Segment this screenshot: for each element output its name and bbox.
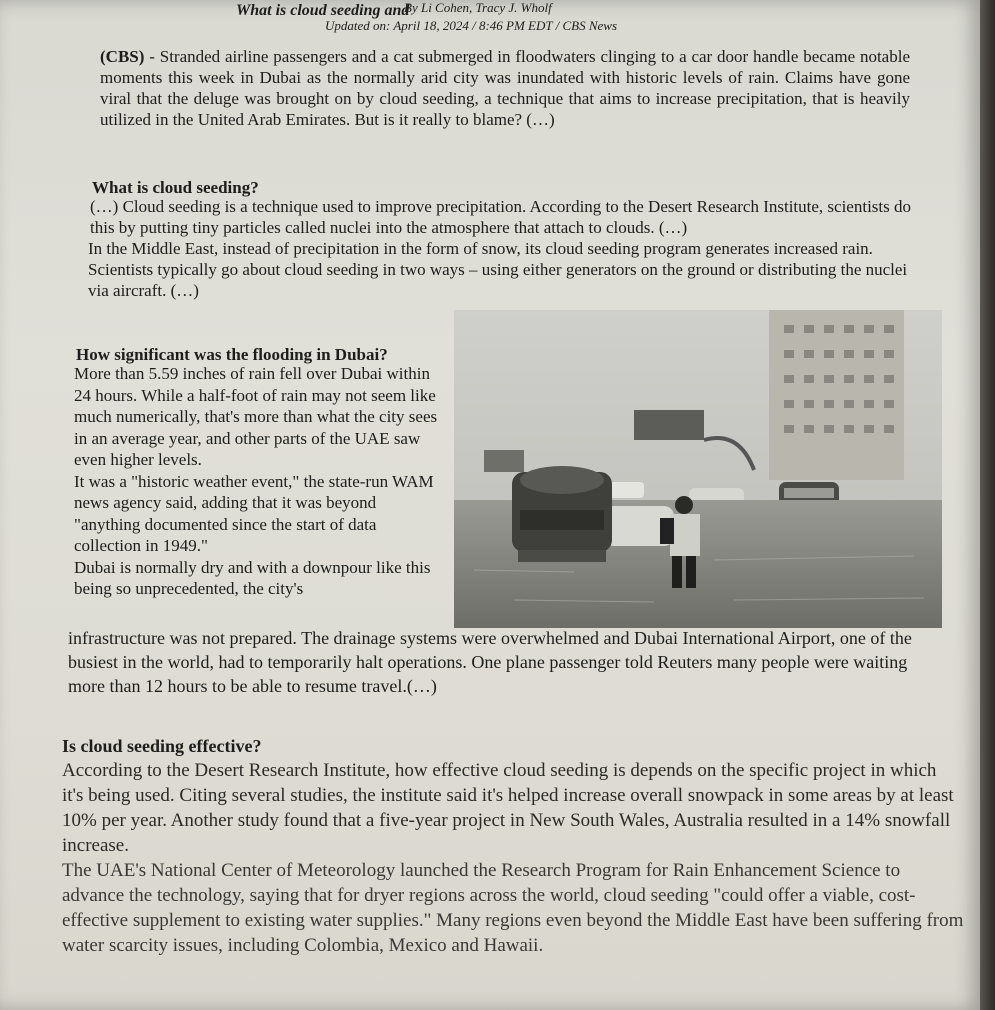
section1-paragraph-2: In the Middle East, instead of precipitation in the form of snow, its cloud seeding program generates increased rain. Scientists typically go about cloud seeding in two ways – using either generators on the ground or distributing the nuclei via aircraft. (…): [88, 239, 908, 300]
flood-photo-illustration: [454, 310, 942, 628]
tower-building: [769, 310, 904, 480]
effective-paragraph-1: According to the Desert Research Institute, how effective cloud seeding is depends on the specific project in which it's being used. Citing several studies, the institute said it's helped increase overall snowpack in some areas by at least 10% per year. Another study found that a five-year project in New South Wales, Australia resulted in a 14% snowfall increase.: [62, 760, 954, 856]
article-title: What is cloud seeding and: [236, 2, 410, 19]
section-heading-flooding: How significant was the flooding in Dubai?: [76, 345, 388, 364]
tanker-truck: [512, 466, 612, 562]
section-heading-what-is: What is cloud seeding?: [92, 178, 259, 197]
lead-text: - Stranded airline passengers and a cat submerged in floodwaters clinging to a car door handle became notable moments this week in Dubai as the normally arid city was inundated with historic levels of rain. Claims have gone viral that the deluge was brought on by cloud seeding, a technique that aims to increase precipitation, that is heavily utilized in the United Arab Emirates. But is it really to blame? (…): [100, 47, 910, 129]
section-heading-effective: Is cloud seeding effective?: [62, 736, 262, 756]
flooding-column: [74, 363, 444, 600]
flooding-paragraph-3a: Dubai is normally dry and with a downpour like this being so unprecedented, the city's: [74, 557, 431, 598]
lead-tag: (CBS): [100, 47, 145, 66]
flooding-paragraph-1: More than 5.59 inches of rain fell over Dubai within 24 hours. While a half-foot of rain may not seem like much numerically, that's more than what the city sees in an average year, and other parts of the UAE saw even higher levels.: [74, 364, 438, 469]
flooding-paragraph-2: It was a "historic weather event," the state-run WAM news agency said, adding that it was beyond "anything documented since the start of data collection in 1949.": [74, 471, 434, 555]
page-edge-shadow: [980, 0, 995, 1010]
road-sign: [634, 410, 704, 440]
article-byline: By Li Cohen, Tracy J. Wholf: [404, 0, 552, 15]
lead-paragraph: [100, 46, 910, 130]
section1-paragraph-1: (…) Cloud seeding is a technique used to improve precipitation. According to the Desert Research Institute, scientists do this by putting tiny particles called nuclei into the atmosphere that attach to clouds. (…): [90, 197, 911, 237]
flood-photo: [454, 310, 942, 628]
article-updated: Updated on: April 18, 2024 / 8:46 PM EDT / CBS News: [325, 18, 618, 33]
flooding-paragraph-3b: infrastructure was not prepared. The drainage systems were overwhelmed and Dubai International Airport, one of the busiest in the world, had to temporarily halt operations. One plane passenger told Reuters many people were waiting more than 12 hours to be able to resume travel.(…): [68, 628, 912, 696]
effective-paragraph-2: The UAE's National Center of Meteorology launched the Research Program for Rain Enhancement Science to advance the technology, saying that for dryer regions across the world, cloud seeding "could offer a viable, cost-effective supplement to existing water supplies." Many regions even beyond the Middle East have been suffering from water scarcity issues, including Colombia, Mexico and Hawaii.: [62, 860, 964, 956]
